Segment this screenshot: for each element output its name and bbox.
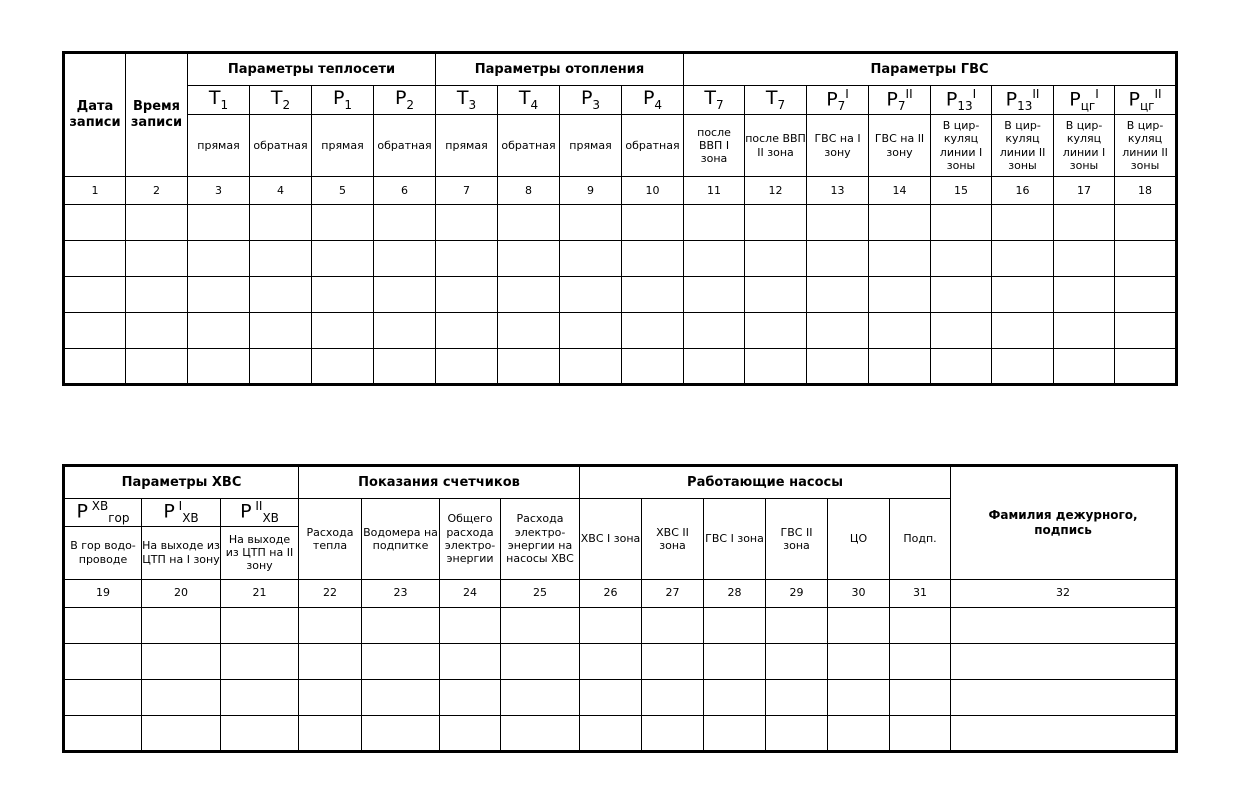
- symbol-base: T: [208, 87, 221, 110]
- symbol-subscript: 1: [344, 98, 353, 113]
- empty-cell: [188, 349, 250, 385]
- empty-cell: [440, 643, 501, 679]
- empty-cell: [642, 715, 704, 751]
- param-symbol: [374, 86, 436, 115]
- meter-description: Расхода тепла: [299, 499, 362, 580]
- empty-cell: [498, 313, 560, 349]
- symbol-base: P: [642, 87, 655, 110]
- empty-cell: [684, 241, 745, 277]
- empty-cell: [436, 205, 498, 241]
- symbol-subscript: 7: [837, 98, 846, 113]
- column-number: 2: [126, 177, 188, 205]
- column-number: 20: [142, 579, 221, 607]
- param-symbol: [807, 86, 869, 115]
- column-number: 25: [501, 579, 580, 607]
- group-heating-header: Параметры отопления: [436, 53, 684, 86]
- column-number: 5: [312, 177, 374, 205]
- data-rows: [64, 205, 1177, 385]
- empty-cell: [684, 349, 745, 385]
- column-number: 12: [745, 177, 807, 205]
- description-row: [64, 115, 1177, 177]
- column-number: 32: [951, 579, 1177, 607]
- table-row: [64, 241, 1177, 277]
- empty-cell: [1054, 277, 1115, 313]
- empty-cell: [992, 205, 1054, 241]
- empty-cell: [807, 277, 869, 313]
- param-description: В цир-куляц линии II зоны: [1115, 115, 1177, 177]
- empty-cell: [440, 679, 501, 715]
- symbol-base: T: [765, 87, 778, 110]
- param-symbol: [684, 86, 745, 115]
- param-symbol: [931, 86, 992, 115]
- empty-cell: [64, 679, 142, 715]
- symbol-base: P: [394, 87, 407, 110]
- empty-cell: [684, 313, 745, 349]
- data-rows: [64, 607, 1177, 751]
- symbol-base: T: [456, 87, 469, 110]
- empty-cell: [807, 349, 869, 385]
- empty-cell: [312, 313, 374, 349]
- column-number: 14: [869, 177, 931, 205]
- symbol-base: P: [240, 500, 252, 523]
- empty-cell: [580, 679, 642, 715]
- empty-cell: [622, 349, 684, 385]
- symbol-superscript: I: [174, 499, 183, 513]
- symbol-base: P: [1005, 88, 1018, 111]
- empty-cell: [64, 643, 142, 679]
- symbol-superscript: II: [251, 499, 263, 513]
- column-number: 21: [221, 579, 299, 607]
- empty-cell: [188, 313, 250, 349]
- empty-cell: [766, 679, 828, 715]
- empty-cell: [440, 607, 501, 643]
- group-meters-header: Показания счетчиков: [299, 466, 580, 499]
- empty-cell: [126, 277, 188, 313]
- empty-cell: [221, 643, 299, 679]
- empty-cell: [1054, 313, 1115, 349]
- empty-cell: [828, 643, 890, 679]
- group-heatnet-header: Параметры теплосети: [188, 53, 436, 86]
- empty-cell: [299, 679, 362, 715]
- empty-cell: [1115, 205, 1177, 241]
- table-row: [64, 679, 1177, 715]
- empty-cell: [1054, 349, 1115, 385]
- empty-cell: [64, 277, 126, 313]
- empty-cell: [501, 607, 580, 643]
- param-symbol: [1054, 86, 1115, 115]
- empty-cell: [250, 313, 312, 349]
- empty-cell: [498, 205, 560, 241]
- empty-cell: [890, 715, 951, 751]
- group-gvs-header: Параметры ГВС: [684, 53, 1177, 86]
- empty-cell: [745, 313, 807, 349]
- empty-cell: [64, 205, 126, 241]
- symbol-base: T: [270, 87, 283, 110]
- empty-cell: [869, 205, 931, 241]
- empty-cell: [188, 241, 250, 277]
- empty-cell: [622, 277, 684, 313]
- meter-description: Расхода электро-энергии на насосы ХВС: [501, 499, 580, 580]
- empty-cell: [622, 313, 684, 349]
- empty-cell: [1115, 313, 1177, 349]
- param-symbol: [622, 86, 684, 115]
- symbol-base: P: [1069, 88, 1081, 111]
- empty-cell: [374, 313, 436, 349]
- param-symbol: [560, 86, 622, 115]
- xvs-meters-pumps-table: [62, 464, 1178, 753]
- symbol-base: P: [332, 87, 345, 110]
- param-description: прямая: [312, 115, 374, 177]
- empty-cell: [498, 277, 560, 313]
- column-number: 9: [560, 177, 622, 205]
- column-number: 22: [299, 579, 362, 607]
- xvs-description: На выходе из ЦТП на I зону: [142, 526, 221, 579]
- empty-cell: [64, 241, 126, 277]
- empty-cell: [890, 607, 951, 643]
- empty-cell: [642, 643, 704, 679]
- empty-cell: [560, 313, 622, 349]
- column-number: 11: [684, 177, 745, 205]
- empty-cell: [992, 277, 1054, 313]
- empty-cell: [436, 277, 498, 313]
- empty-cell: [362, 679, 440, 715]
- empty-cell: [312, 349, 374, 385]
- column-number: 8: [498, 177, 560, 205]
- param-description: обратная: [498, 115, 560, 177]
- column-number: 19: [64, 579, 142, 607]
- empty-cell: [992, 349, 1054, 385]
- empty-cell: [64, 715, 142, 751]
- empty-cell: [250, 205, 312, 241]
- symbol-subscript: цг: [1139, 98, 1155, 113]
- param-symbol: [745, 86, 807, 115]
- param-symbol: [312, 86, 374, 115]
- empty-cell: [250, 277, 312, 313]
- column-number: 1: [64, 177, 126, 205]
- empty-cell: [745, 277, 807, 313]
- empty-cell: [992, 241, 1054, 277]
- empty-cell: [890, 679, 951, 715]
- empty-cell: [142, 715, 221, 751]
- empty-cell: [299, 715, 362, 751]
- param-symbol: [250, 86, 312, 115]
- pump-description: ЦО: [828, 499, 890, 580]
- empty-cell: [951, 715, 1177, 751]
- symbol-subscript: 3: [592, 98, 601, 113]
- table-row: [64, 715, 1177, 751]
- symbol-subscript: 7: [716, 98, 724, 113]
- empty-cell: [362, 715, 440, 751]
- column-number: 16: [992, 177, 1054, 205]
- empty-cell: [250, 241, 312, 277]
- empty-cell: [622, 241, 684, 277]
- empty-cell: [126, 205, 188, 241]
- param-symbol: [1115, 86, 1177, 115]
- param-symbol: [436, 86, 498, 115]
- empty-cell: [807, 205, 869, 241]
- column-number: 29: [766, 579, 828, 607]
- column-number: 23: [362, 579, 440, 607]
- param-description: обратная: [622, 115, 684, 177]
- symbol-subscript: 13: [1017, 98, 1033, 113]
- empty-cell: [374, 277, 436, 313]
- xvs-symbol: [142, 499, 221, 527]
- empty-cell: [501, 715, 580, 751]
- empty-cell: [890, 643, 951, 679]
- empty-cell: [299, 607, 362, 643]
- empty-cell: [580, 607, 642, 643]
- empty-cell: [931, 349, 992, 385]
- symbol-superscript: II: [905, 86, 913, 101]
- empty-cell: [436, 313, 498, 349]
- group-pumps-header: Работающие насосы: [580, 466, 951, 499]
- symbol-subscript: 7: [897, 98, 906, 113]
- pump-description: Подп.: [890, 499, 951, 580]
- table-row: [64, 349, 1177, 385]
- symbol-subscript: 2: [406, 98, 415, 113]
- duty-signature-header: Фамилия дежурного, подпись: [951, 466, 1177, 580]
- empty-cell: [221, 715, 299, 751]
- symbol-subscript: 1: [220, 98, 229, 113]
- empty-cell: [250, 349, 312, 385]
- empty-cell: [142, 607, 221, 643]
- param-description: после ВВП I зона: [684, 115, 745, 177]
- empty-cell: [501, 679, 580, 715]
- empty-cell: [498, 241, 560, 277]
- empty-cell: [221, 607, 299, 643]
- empty-cell: [684, 205, 745, 241]
- xvs-description: В гор водо-проводе: [64, 526, 142, 579]
- empty-cell: [440, 715, 501, 751]
- empty-cell: [580, 643, 642, 679]
- empty-cell: [362, 607, 440, 643]
- empty-cell: [299, 643, 362, 679]
- group-xvs-header: Параметры ХВС: [64, 466, 299, 499]
- param-description: ГВС на I зону: [807, 115, 869, 177]
- symbol-subscript: ХВ: [182, 511, 199, 526]
- empty-cell: [312, 205, 374, 241]
- number-row: [64, 579, 1177, 607]
- empty-cell: [869, 241, 931, 277]
- empty-cell: [362, 643, 440, 679]
- empty-cell: [745, 349, 807, 385]
- empty-cell: [374, 205, 436, 241]
- empty-cell: [436, 349, 498, 385]
- empty-cell: [766, 715, 828, 751]
- column-number: 18: [1115, 177, 1177, 205]
- param-description: прямая: [560, 115, 622, 177]
- param-symbol: [869, 86, 931, 115]
- empty-cell: [188, 205, 250, 241]
- param-description: обратная: [374, 115, 436, 177]
- empty-cell: [142, 643, 221, 679]
- empty-cell: [64, 349, 126, 385]
- symbol-base: T: [518, 87, 531, 110]
- column-number: 24: [440, 579, 501, 607]
- empty-cell: [374, 349, 436, 385]
- param-description: обратная: [250, 115, 312, 177]
- symbol-subscript: гор: [108, 511, 130, 526]
- symbol-base: T: [704, 87, 716, 110]
- symbol-superscript: I: [1095, 86, 1099, 101]
- pump-description: ХВС II зона: [642, 499, 704, 580]
- empty-cell: [312, 277, 374, 313]
- empty-cell: [704, 643, 766, 679]
- meter-description: Общего расхода электро-энергии: [440, 499, 501, 580]
- param-description: прямая: [436, 115, 498, 177]
- pump-description: ГВС I зона: [704, 499, 766, 580]
- empty-cell: [501, 643, 580, 679]
- param-description: прямая: [188, 115, 250, 177]
- empty-cell: [931, 205, 992, 241]
- column-number: 3: [188, 177, 250, 205]
- empty-cell: [126, 313, 188, 349]
- empty-cell: [560, 277, 622, 313]
- param-symbol: [188, 86, 250, 115]
- symbol-subscript: 13: [957, 98, 973, 113]
- symbol-superscript: II: [1032, 86, 1040, 101]
- empty-cell: [126, 349, 188, 385]
- empty-cell: [1054, 241, 1115, 277]
- empty-cell: [142, 679, 221, 715]
- empty-cell: [1115, 241, 1177, 277]
- heat-parameters-table: [62, 51, 1178, 386]
- empty-cell: [221, 679, 299, 715]
- symbol-base: P: [163, 500, 175, 523]
- empty-cell: [745, 205, 807, 241]
- empty-cell: [931, 241, 992, 277]
- symbol-base: P: [945, 88, 958, 111]
- empty-cell: [869, 313, 931, 349]
- empty-cell: [126, 241, 188, 277]
- column-number: 7: [436, 177, 498, 205]
- symbol-subscript: 4: [530, 98, 539, 113]
- empty-cell: [807, 241, 869, 277]
- symbol-base: P: [76, 500, 88, 523]
- empty-cell: [869, 277, 931, 313]
- empty-cell: [64, 313, 126, 349]
- empty-cell: [498, 349, 560, 385]
- xvs-symbol: [221, 499, 299, 527]
- column-number: 27: [642, 579, 704, 607]
- empty-cell: [704, 715, 766, 751]
- param-symbol: [498, 86, 560, 115]
- empty-cell: [931, 313, 992, 349]
- symbol-subscript: 2: [282, 98, 291, 113]
- empty-cell: [828, 715, 890, 751]
- empty-cell: [436, 241, 498, 277]
- empty-cell: [951, 607, 1177, 643]
- table-row: [64, 607, 1177, 643]
- symbol-subscript: 7: [777, 98, 786, 113]
- empty-cell: [642, 679, 704, 715]
- column-number: 17: [1054, 177, 1115, 205]
- empty-cell: [745, 241, 807, 277]
- empty-cell: [64, 607, 142, 643]
- empty-cell: [807, 313, 869, 349]
- table-row: [64, 205, 1177, 241]
- empty-cell: [560, 349, 622, 385]
- column-number: 13: [807, 177, 869, 205]
- symbol-subscript: цг: [1080, 98, 1096, 113]
- column-number: 26: [580, 579, 642, 607]
- symbol-base: P: [886, 88, 898, 111]
- pump-description: ГВС II зона: [766, 499, 828, 580]
- param-description: В цир-куляц линии II зоны: [992, 115, 1054, 177]
- column-number: 6: [374, 177, 436, 205]
- column-number: 30: [828, 579, 890, 607]
- empty-cell: [951, 679, 1177, 715]
- col-date-header: Дата записи: [64, 53, 126, 177]
- empty-cell: [766, 607, 828, 643]
- column-number: 28: [704, 579, 766, 607]
- table-row: [64, 643, 1177, 679]
- empty-cell: [1115, 277, 1177, 313]
- empty-cell: [622, 205, 684, 241]
- empty-cell: [1054, 205, 1115, 241]
- param-description: после ВВП II зона: [745, 115, 807, 177]
- empty-cell: [312, 241, 374, 277]
- column-number: 10: [622, 177, 684, 205]
- table-row: [64, 313, 1177, 349]
- symbol-row: [64, 86, 1177, 115]
- symbol-base: P: [1128, 88, 1140, 111]
- empty-cell: [869, 349, 931, 385]
- empty-cell: [704, 607, 766, 643]
- param-description: ГВС на II зону: [869, 115, 931, 177]
- empty-cell: [1115, 349, 1177, 385]
- empty-cell: [684, 277, 745, 313]
- empty-cell: [560, 241, 622, 277]
- empty-cell: [704, 679, 766, 715]
- symbol-subscript: ХВ: [262, 511, 279, 526]
- empty-cell: [374, 241, 436, 277]
- symbol-superscript: I: [845, 86, 849, 101]
- empty-cell: [992, 313, 1054, 349]
- pump-description: ХВС I зона: [580, 499, 642, 580]
- empty-cell: [580, 715, 642, 751]
- symbol-base: P: [580, 87, 593, 110]
- empty-cell: [951, 643, 1177, 679]
- table-row: [64, 277, 1177, 313]
- empty-cell: [642, 607, 704, 643]
- symbol-superscript: I: [972, 86, 977, 101]
- param-description: В цир-куляц линии I зоны: [1054, 115, 1115, 177]
- col-time-header: Время записи: [126, 53, 188, 177]
- symbol-base: P: [826, 88, 838, 111]
- meter-description: Водомера на подпитке: [362, 499, 440, 580]
- symbol-superscript: II: [1154, 86, 1162, 101]
- symbol-subscript: 4: [654, 98, 663, 113]
- empty-cell: [560, 205, 622, 241]
- empty-cell: [828, 607, 890, 643]
- column-number: 15: [931, 177, 992, 205]
- column-number: 31: [890, 579, 951, 607]
- empty-cell: [931, 277, 992, 313]
- symbol-superscript: ХВ: [87, 499, 109, 513]
- empty-cell: [766, 643, 828, 679]
- empty-cell: [188, 277, 250, 313]
- symbol-subscript: 3: [468, 98, 477, 113]
- column-number: 4: [250, 177, 312, 205]
- param-description: В цир-куляц линии I зоны: [931, 115, 992, 177]
- number-row: [64, 177, 1177, 205]
- empty-cell: [828, 679, 890, 715]
- xvs-description: На выходе из ЦТП на II зону: [221, 526, 299, 579]
- param-symbol: [992, 86, 1054, 115]
- xvs-symbol: [64, 499, 142, 527]
